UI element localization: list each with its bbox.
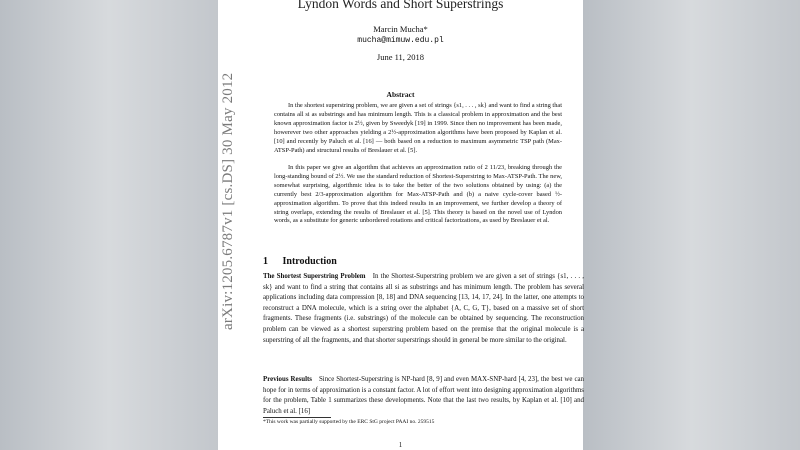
abstract-heading: Abstract	[386, 90, 415, 99]
paragraph-text: Since Shortest-Superstring is NP-hard [8, 9] and even MAX-SNP-hard [4, 23], the best we can hope for in terms of approximation is a constant factor. A lot of effort went into designing approximation algorithms for the problem, Table 1 summarizes these developments. Note that the last two results, by Kaplan et al. [10] and Paluch et al. [16]	[263, 376, 585, 415]
footnote: *This work was partially supported by the ERC StG project PAAI no. 259515	[263, 419, 435, 425]
author-email: mucha@mimuw.edu.pl	[357, 36, 444, 45]
paper-page	[218, 0, 583, 450]
footnote-divider	[263, 417, 331, 418]
paragraph-text: In the Shortest-Superstring problem we are given a set of strings {s1, . . . , sk} and want to find a string that contains all si as substrings and has minimum length. The problem has several applications including data compression [8, 18] and DNA sequencing [13, 14, 17, 24]. In the latter, one attempts to reconstruct a DNA molecule, which is a string over the alphabet {A, C, G, T}, based on a massive set of short fragments. These fragments (i.e. substrings) of the molecule can be obtained by sequencing. The reconstruction problem can be viewed as a shortest superstring problem based on the premise that the original molecule is a superstring of all the fragments, and that shorter superstrings should in general be more similar to the original.	[263, 273, 584, 344]
body-paragraph	[263, 375, 584, 417]
abstract-paragraph: In this paper we give an algorithm that achieves an approximation ratio of 2 11/23, breaking through the long-standing bound of 2½. We use the standard reduction of Shortest-Superstring to Max-ATSP-Path. The new, somewhat surprising, algorithmic idea is to take the better of the two solutions obtained by using: (a) the currently best 2/3-approximation algorithm for Max-ATSP-Path and (b) a naive cycle-cover based ½-approximation algorithm. To prove that this indeed results in an improvement, we further develop a theory of string overlaps, extending the results of Breslauer et al. [5]. This theory is based on the novel use of Lyndon words, as a substitute for generic unbordered rotations and critical factorizations, as used by Breslauer et al.	[274, 164, 562, 225]
paper-title: Lyndon Words and Short Superstrings	[297, 0, 504, 11]
section-title: Introduction	[282, 256, 337, 267]
left-backdrop	[0, 0, 218, 450]
page-number: 1	[398, 441, 403, 449]
paragraph-heading: Previous Results	[263, 376, 312, 383]
right-backdrop	[583, 0, 800, 450]
arxiv-identifier: arXiv:1205.6787v1 [cs.DS] 30 May 2012	[220, 72, 236, 330]
section-number: 1	[263, 256, 268, 267]
paragraph-heading: The Shortest Superstring Problem	[263, 273, 366, 280]
author-name: Marcin Mucha*	[373, 24, 428, 34]
section-heading	[263, 256, 337, 267]
paper-date: June 11, 2018	[376, 52, 425, 62]
body-paragraph	[263, 272, 584, 346]
abstract-paragraph: In the shortest superstring problem, we are given a set of strings {s1, . . . , sk} and want to find a string that contains all si as substrings and has minimum length. This is a classical problem in approximation and the best known approximation factor is 2½, given by Sweedyk [19] in 1999. Since then no improvement has been made, howerever two other approaches yielding a 2½-approximation algorithms have been proposed by Kaplan et al. [10] and recently by Paluch et al. [16] — both based on a reduction to maximum asymmetric TSP path (Max-ATSP-Path) and structural results of Breslauer et al. [5].	[274, 102, 562, 154]
